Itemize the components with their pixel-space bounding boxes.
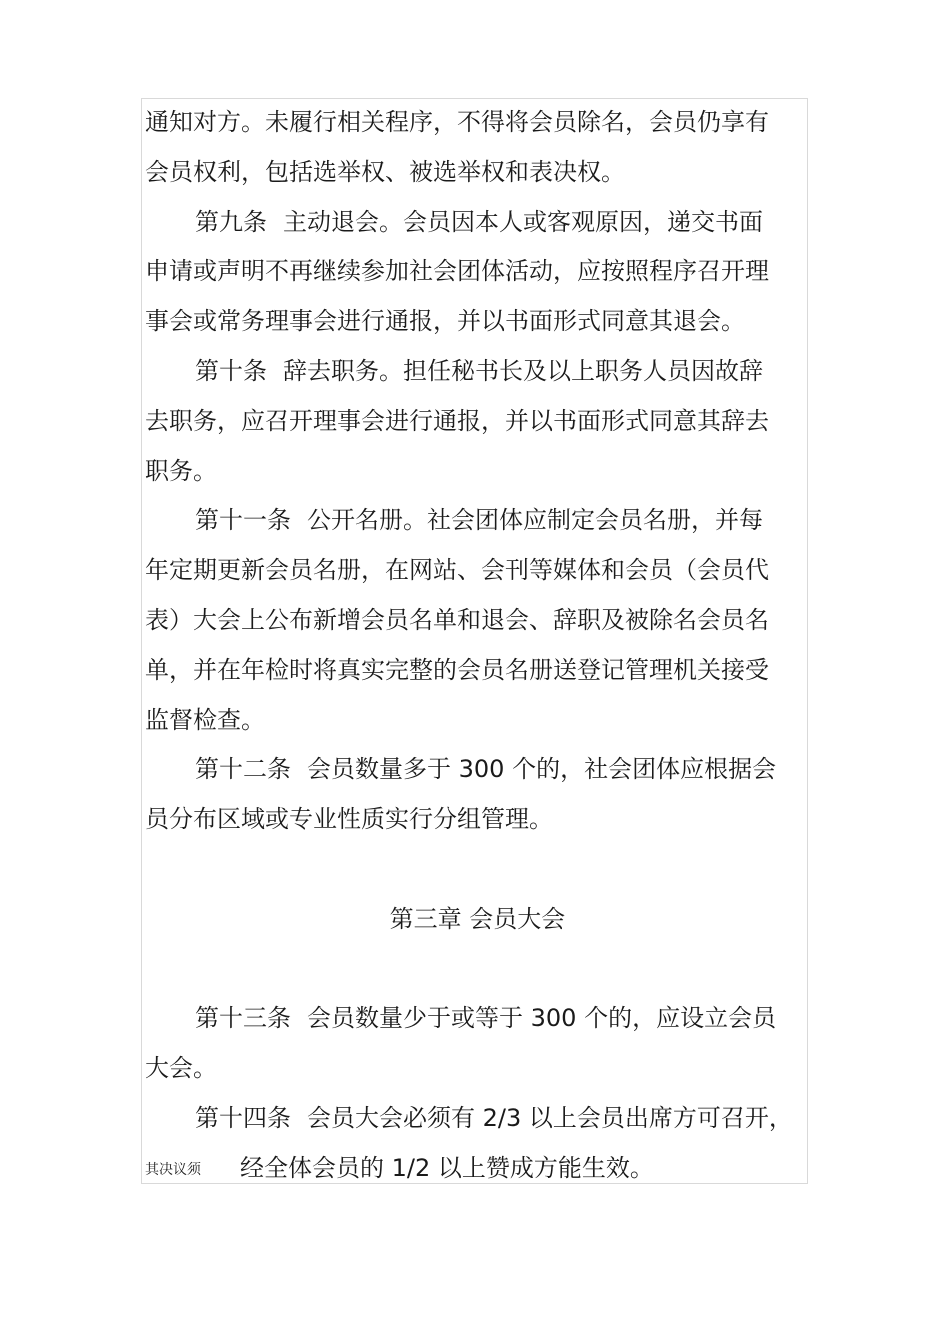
article-9-line-1 xyxy=(145,198,810,248)
text-line: 单，并在年检时将真实完整的会员名册送登记管理机关接受 xyxy=(145,655,769,684)
text-line: 员分布区域或专业性质实行分组管理。 xyxy=(145,805,553,834)
article-14-number: 第十四条 xyxy=(195,1103,291,1132)
article-14-line-1 xyxy=(145,1094,810,1144)
text-line: 表）大会上公布新增会员名单和退会、辞职及被除名会员名 xyxy=(145,605,769,634)
article-10-line-1 xyxy=(145,347,810,397)
article-10-text: 辞去职务。担任秘书长及以上职务人员因故辞 xyxy=(283,356,763,385)
article-12-number: 第十二条 xyxy=(195,755,291,784)
text-line: 通知对方。未履行相关程序，不得将会员除名，会员仍享有 xyxy=(145,108,769,136)
article-12-line-1 xyxy=(145,745,810,795)
text-line: 去职务，应召开理事会进行通报，并以书面形式同意其辞去 xyxy=(145,406,769,435)
article-13-line-1 xyxy=(145,994,810,1044)
spacer xyxy=(145,945,810,995)
article-13-number: 第十三条 xyxy=(195,1004,291,1033)
text-line: 申请或声明不再继续参加社会团体活动，应按照程序召开理 xyxy=(145,257,769,286)
text-line: 事会或常务理事会进行通报，并以书面形式同意其退会。 xyxy=(145,307,745,336)
article-9-number: 第九条 xyxy=(195,207,267,236)
article-12-text: 会员数量多于 300 个的，社会团体应根据会 xyxy=(307,755,777,784)
article-14-line-2 xyxy=(145,1144,810,1194)
text-line: 职务。 xyxy=(145,456,217,485)
text-line: 监督检查。 xyxy=(145,705,265,734)
article-14-text: 会员大会必须有 2/3 以上会员出席方可召开， xyxy=(307,1103,793,1132)
spacer xyxy=(145,845,810,895)
article-11-line-1 xyxy=(145,496,810,546)
article-11-text: 公开名册。社会团体应制定会员名册，并每 xyxy=(307,506,763,535)
article-14-text-2: 经全体会员的 1/2 以上赞成方能生效。 xyxy=(240,1153,654,1182)
article-10-number: 第十条 xyxy=(195,356,267,385)
document-body xyxy=(145,98,810,1194)
article-9-text: 主动退会。会员因本人或客观原因，递交书面 xyxy=(283,207,763,236)
article-11-number: 第十一条 xyxy=(195,506,291,535)
text-line: 会员权利，包括选举权、被选举权和表决权。 xyxy=(145,157,625,186)
article-14-note: 其决议须 xyxy=(145,1161,201,1178)
text-line: 大会。 xyxy=(145,1054,217,1083)
article-13-text: 会员数量少于或等于 300 个的，应设立会员 xyxy=(307,1004,777,1033)
chapter-heading: 第三章 会员大会 xyxy=(389,904,566,933)
text-line: 年定期更新会员名册，在网站、会刊等媒体和会员（会员代 xyxy=(145,556,769,585)
